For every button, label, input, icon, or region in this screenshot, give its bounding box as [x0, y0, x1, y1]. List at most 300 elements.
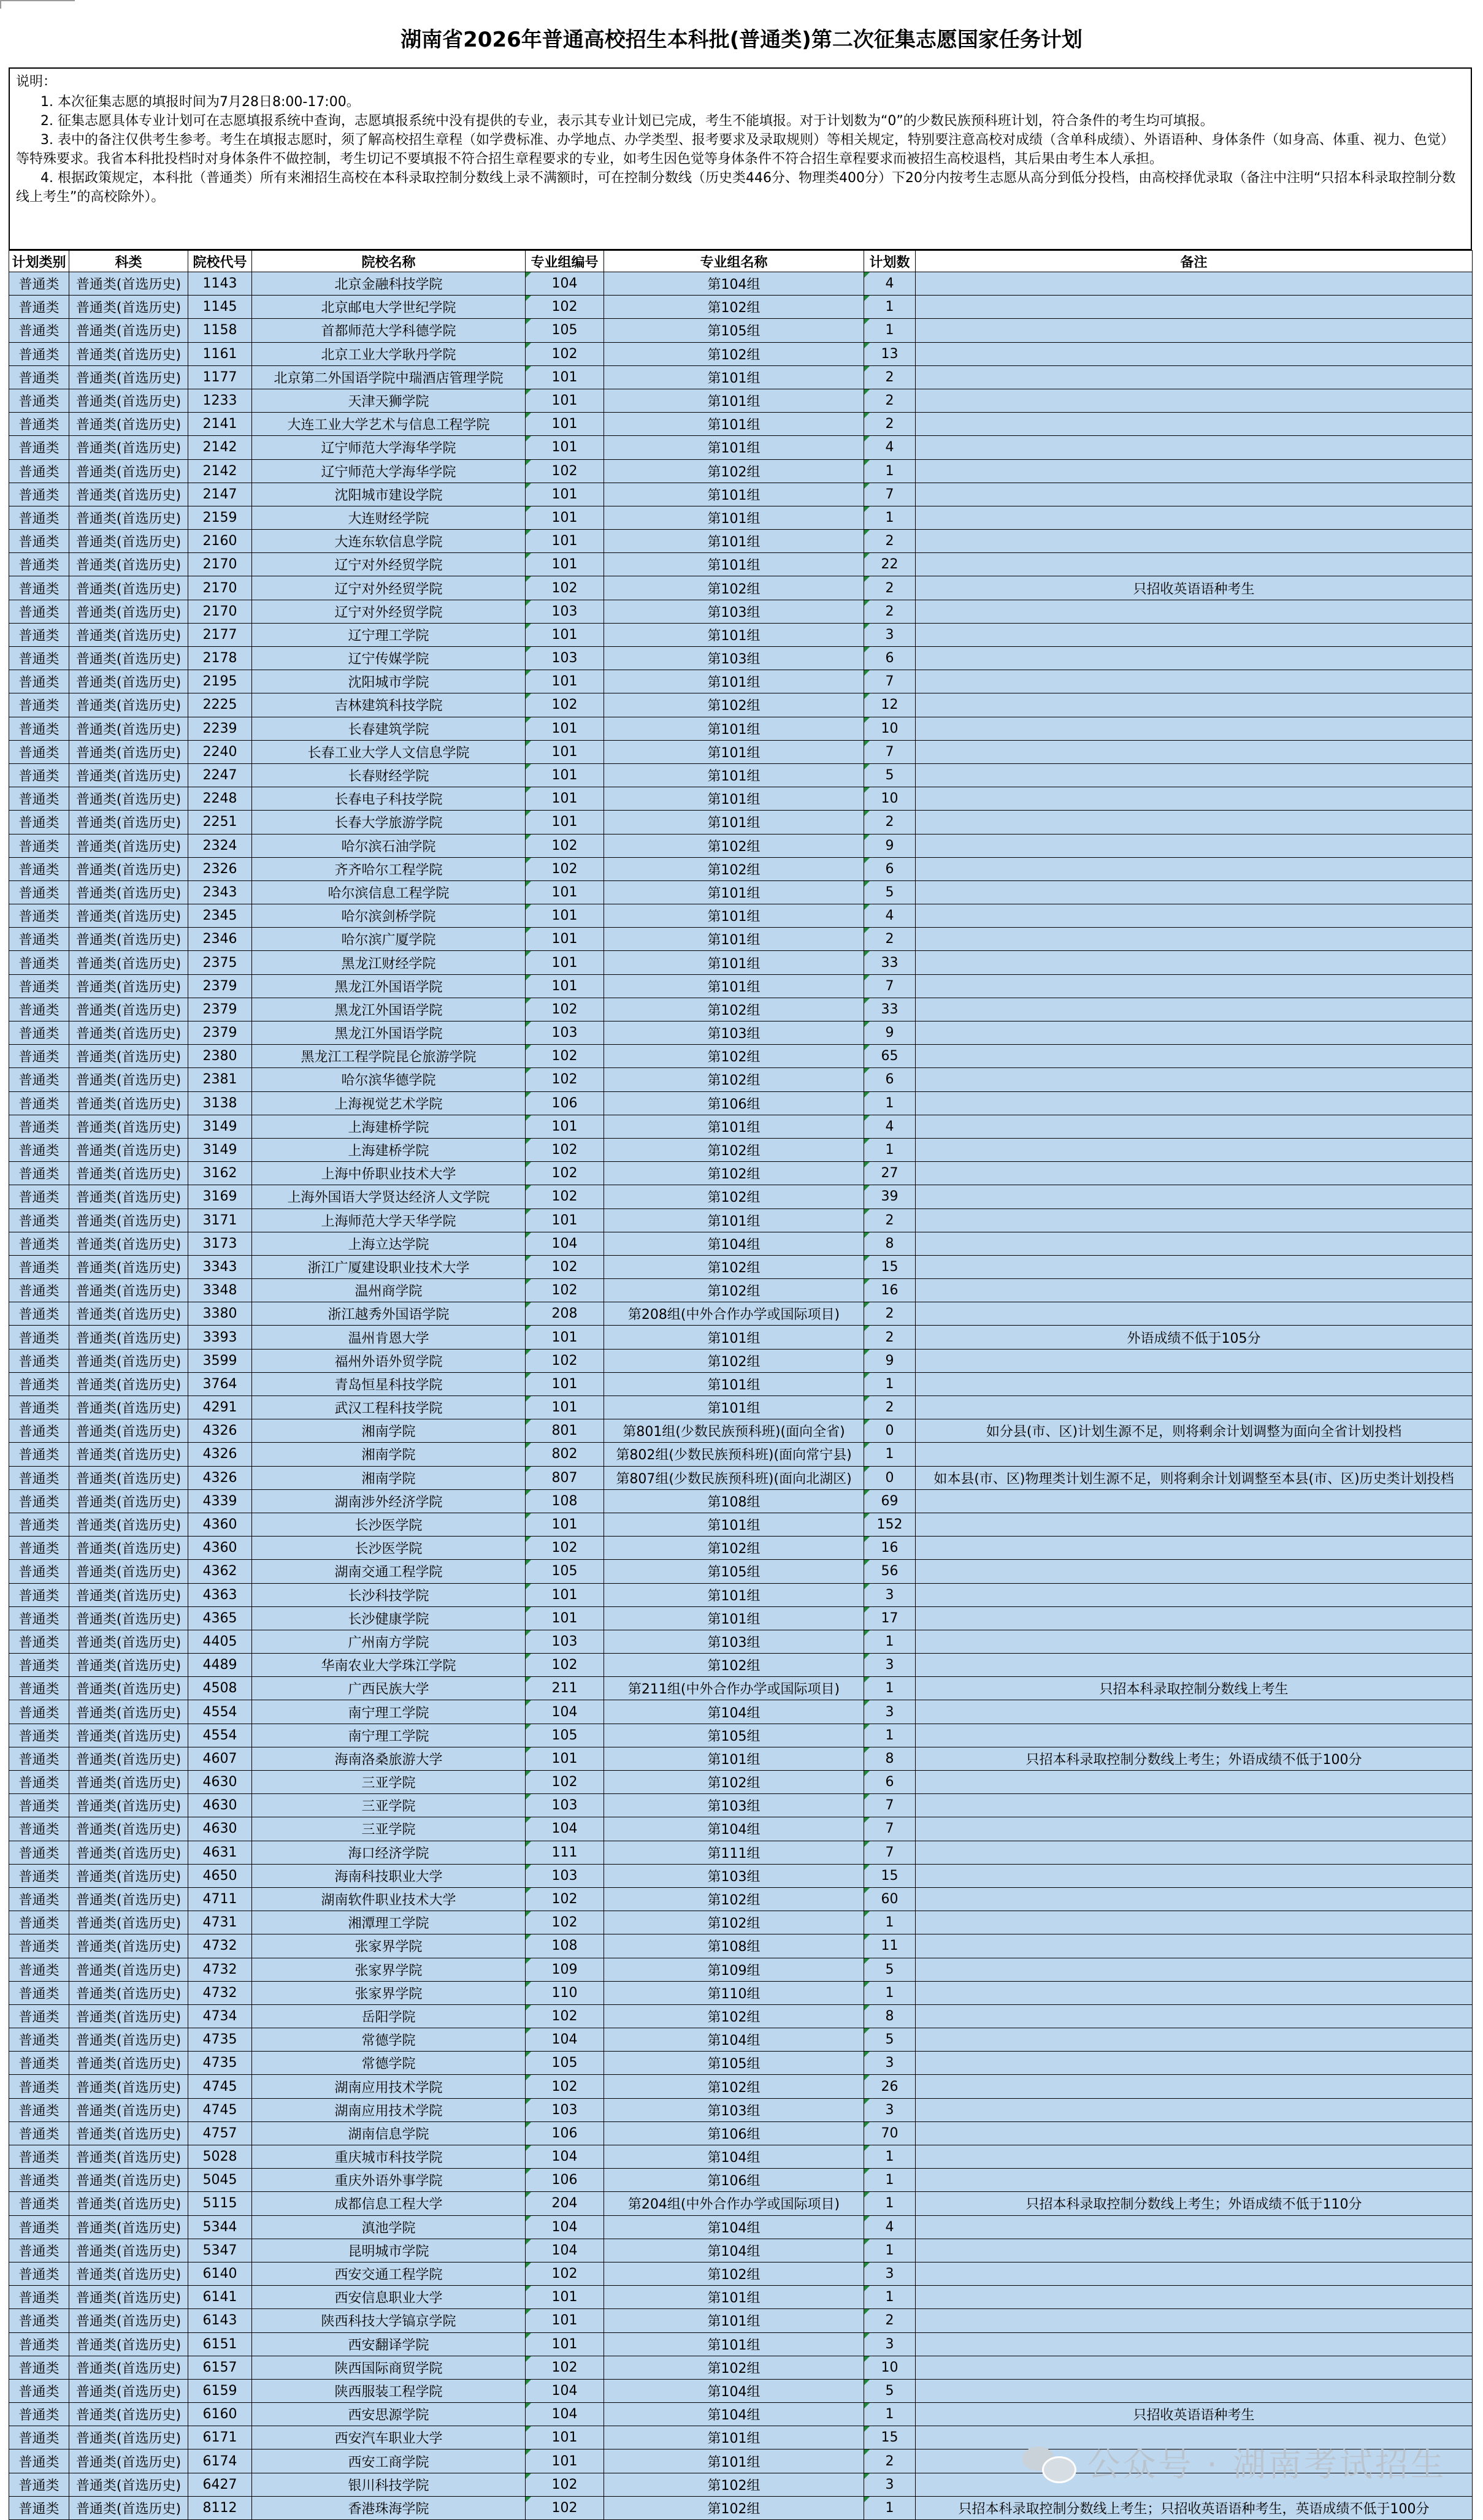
cell-school-name: 西安工商学院	[252, 2449, 526, 2473]
cell-plan-count: 3	[864, 1583, 916, 1606]
cell-group-code: 103	[526, 1630, 604, 1653]
cell-group-code: 106	[526, 1091, 604, 1115]
cell-remarks	[916, 2145, 1473, 2169]
cell-plan-count: 2	[864, 1302, 916, 1326]
cell-school-name: 南宁理工学院	[252, 1724, 526, 1747]
cell-category: 普通类(首选历史)	[69, 342, 188, 365]
cell-group-name: 第102组	[604, 1185, 864, 1208]
cell-school-code: 2178	[188, 647, 252, 670]
cell-plan-count: 22	[864, 553, 916, 576]
cell-school-code: 3173	[188, 1232, 252, 1255]
cell-plan-type: 普通类	[9, 1208, 69, 1232]
cell-group-name: 第101组	[604, 553, 864, 576]
cell-plan-count: 3	[864, 2098, 916, 2121]
cell-category: 普通类(首选历史)	[69, 506, 188, 529]
cell-remarks	[916, 1045, 1473, 1068]
cell-school-code: 2247	[188, 763, 252, 787]
cell-plan-count: 4	[864, 2215, 916, 2239]
cell-plan-count: 1	[864, 319, 916, 342]
cell-category: 普通类(首选历史)	[69, 2121, 188, 2145]
cell-school-name: 湖南信息学院	[252, 2121, 526, 2145]
cell-remarks: 只招本科录取控制分数线上考生；外语成绩不低于100分	[916, 1747, 1473, 1770]
cell-plan-type: 普通类	[9, 1864, 69, 1887]
cell-school-name: 首都师范大学科德学院	[252, 319, 526, 342]
cell-group-name: 第106组	[604, 1091, 864, 1115]
cell-group-name: 第101组	[604, 1326, 864, 1349]
cell-school-code: 3764	[188, 1372, 252, 1396]
cell-plan-count: 4	[864, 904, 916, 928]
cell-plan-count: 3	[864, 2052, 916, 2075]
cell-category: 普通类(首选历史)	[69, 670, 188, 693]
cell-plan-count: 33	[864, 951, 916, 974]
cell-remarks	[916, 2052, 1473, 2075]
cell-group-code: 106	[526, 2121, 604, 2145]
cell-plan-count: 70	[864, 2121, 916, 2145]
cell-remarks	[916, 2239, 1473, 2262]
table-row	[9, 951, 1473, 974]
cell-category: 普通类(首选历史)	[69, 1771, 188, 1794]
cell-plan-count: 1	[864, 1443, 916, 1466]
cell-school-name: 三亚学院	[252, 1771, 526, 1794]
cell-category: 普通类(首选历史)	[69, 2028, 188, 2052]
table-row	[9, 1162, 1473, 1185]
cell-remarks: 只招收英语语种考生	[916, 576, 1473, 600]
table-row	[9, 1513, 1473, 1536]
cell-plan-count: 8	[864, 1747, 916, 1770]
cell-category: 普通类(首选历史)	[69, 2239, 188, 2262]
cell-category: 普通类(首选历史)	[69, 2052, 188, 2075]
cell-school-name: 银川科技学院	[252, 2473, 526, 2496]
cell-plan-type: 普通类	[9, 998, 69, 1021]
cell-remarks	[916, 1817, 1473, 1841]
cell-plan-count: 5	[864, 763, 916, 787]
cell-group-code: 101	[526, 2426, 604, 2449]
note-item-4: 4. 根据政策规定，本科批（普通类）所有来湘招生高校在本科录取控制分数线上录不满额时，可在控制分数线（历史类446分、物理类400分）下20分内按考生志愿从高分到低分投档，由高校择优录取（备注中注明“只招本科录取控制分数线上考生”的高校除外）。	[16, 170, 1456, 205]
cell-school-name: 华南农业大学珠江学院	[252, 1654, 526, 1677]
cell-plan-count: 4	[864, 272, 916, 296]
cell-category: 普通类(首选历史)	[69, 880, 188, 904]
table-row	[9, 1864, 1473, 1887]
cell-school-code: 2251	[188, 811, 252, 834]
cell-group-name: 第101组	[604, 365, 864, 389]
cell-category: 普通类(首选历史)	[69, 1537, 188, 1560]
cell-plan-type: 普通类	[9, 2169, 69, 2192]
cell-remarks	[916, 1560, 1473, 1583]
table-row	[9, 880, 1473, 904]
cell-remarks	[916, 342, 1473, 365]
cell-school-code: 6143	[188, 2309, 252, 2332]
cell-plan-count: 5	[864, 2379, 916, 2402]
cell-category: 普通类(首选历史)	[69, 1255, 188, 1278]
cell-group-code: 101	[526, 389, 604, 412]
table-row	[9, 1021, 1473, 1045]
cell-plan-type: 普通类	[9, 1677, 69, 1700]
cell-group-code: 101	[526, 413, 604, 436]
cell-school-code: 3599	[188, 1349, 252, 1372]
cell-group-code: 101	[526, 2309, 604, 2332]
cell-plan-count: 3	[864, 623, 916, 646]
cell-school-name: 滇池学院	[252, 2215, 526, 2239]
cell-school-code: 2170	[188, 600, 252, 623]
cell-category: 普通类(首选历史)	[69, 2145, 188, 2169]
cell-category: 普通类(首选历史)	[69, 319, 188, 342]
cell-category: 普通类(首选历史)	[69, 974, 188, 998]
table-row	[9, 1700, 1473, 1724]
cell-category: 普通类(首选历史)	[69, 1021, 188, 1045]
cell-group-code: 105	[526, 1724, 604, 1747]
cell-school-name: 长春建筑学院	[252, 717, 526, 740]
cell-group-code: 102	[526, 1537, 604, 1560]
cell-group-name: 第104组	[604, 1817, 864, 1841]
cell-plan-type: 普通类	[9, 436, 69, 459]
cell-remarks	[916, 1091, 1473, 1115]
watermark	[1022, 2437, 1447, 2486]
cell-group-code: 101	[526, 1583, 604, 1606]
cell-school-code: 4405	[188, 1630, 252, 1653]
cell-plan-type: 普通类	[9, 834, 69, 857]
cell-group-name: 第101组	[604, 436, 864, 459]
cell-plan-type: 普通类	[9, 1045, 69, 1068]
cell-school-code: 2240	[188, 740, 252, 763]
cell-group-name: 第106组	[604, 2169, 864, 2192]
cell-group-name: 第101组	[604, 2426, 864, 2449]
cell-plan-count: 1	[864, 1911, 916, 1934]
cell-school-name: 长春电子科技学院	[252, 787, 526, 811]
cell-remarks: 如分县(市、区)计划生源不足，则将剩余计划调整为面向全省计划投档	[916, 1419, 1473, 1443]
cell-plan-count: 1	[864, 1630, 916, 1653]
cell-plan-type: 普通类	[9, 1747, 69, 1770]
cell-remarks	[916, 553, 1473, 576]
cell-category: 普通类(首选历史)	[69, 1302, 188, 1326]
table-row	[9, 1934, 1473, 1958]
cell-school-name: 上海视觉艺术学院	[252, 1091, 526, 1115]
cell-school-name: 大连东软信息学院	[252, 530, 526, 553]
cell-school-code: 2346	[188, 928, 252, 951]
cell-school-name: 重庆城市科技学院	[252, 2145, 526, 2169]
cell-school-name: 上海外国语大学贤达经济人文学院	[252, 1185, 526, 1208]
cell-remarks	[916, 834, 1473, 857]
cell-plan-type: 普通类	[9, 576, 69, 600]
cell-school-name: 长春财经学院	[252, 763, 526, 787]
cell-group-name: 第104组	[604, 2379, 864, 2402]
table-row	[9, 413, 1473, 436]
cell-plan-type: 普通类	[9, 974, 69, 998]
cell-plan-type: 普通类	[9, 1934, 69, 1958]
cell-school-name: 武汉工程科技学院	[252, 1396, 526, 1419]
table-row	[9, 1981, 1473, 2004]
cell-group-name: 第101组	[604, 740, 864, 763]
cell-school-code: 4363	[188, 1583, 252, 1606]
cell-group-name: 第105组	[604, 1724, 864, 1747]
cell-group-name: 第102组	[604, 1771, 864, 1794]
cell-school-code: 4630	[188, 1771, 252, 1794]
cell-school-code: 2379	[188, 998, 252, 1021]
table-row	[9, 1911, 1473, 1934]
table-body	[9, 272, 1473, 2520]
cell-group-code: 105	[526, 2052, 604, 2075]
cell-group-name: 第106组	[604, 2121, 864, 2145]
cell-category: 普通类(首选历史)	[69, 1091, 188, 1115]
cell-remarks	[916, 1115, 1473, 1138]
cell-school-code: 2159	[188, 506, 252, 529]
cell-remarks	[916, 2286, 1473, 2309]
cell-school-code: 5045	[188, 2169, 252, 2192]
cell-plan-count: 1	[864, 459, 916, 483]
cell-group-name: 第101组	[604, 1208, 864, 1232]
cell-group-name: 第204组(中外合作办学或国际项目)	[604, 2192, 864, 2215]
cell-remarks	[916, 2075, 1473, 2098]
cell-group-name: 第104组	[604, 2145, 864, 2169]
cell-plan-count: 6	[864, 857, 916, 880]
cell-plan-count: 1	[864, 2192, 916, 2215]
table-row	[9, 1045, 1473, 1068]
cell-group-name: 第102组	[604, 1068, 864, 1091]
table-row	[9, 1208, 1473, 1232]
cell-school-name: 湘南学院	[252, 1443, 526, 1466]
cell-remarks	[916, 1887, 1473, 1911]
cell-group-name: 第101组	[604, 483, 864, 506]
cell-group-code: 101	[526, 2286, 604, 2309]
cell-group-code: 101	[526, 1372, 604, 1396]
cell-school-name: 辽宁对外经贸学院	[252, 600, 526, 623]
cell-plan-type: 普通类	[9, 2332, 69, 2356]
cell-remarks	[916, 1443, 1473, 1466]
cell-remarks	[916, 506, 1473, 529]
cell-school-name: 长沙科技学院	[252, 1583, 526, 1606]
cell-group-name: 第110组	[604, 1981, 864, 2004]
cell-group-code: 102	[526, 1185, 604, 1208]
cell-group-name: 第101组	[604, 951, 864, 974]
cell-school-name: 沈阳城市建设学院	[252, 483, 526, 506]
cell-category: 普通类(首选历史)	[69, 296, 188, 319]
cell-plan-count: 2	[864, 530, 916, 553]
cell-plan-count: 2	[864, 600, 916, 623]
table-row	[9, 2052, 1473, 2075]
cell-plan-count: 33	[864, 998, 916, 1021]
cell-group-name: 第102组	[604, 834, 864, 857]
cell-school-name: 哈尔滨广厦学院	[252, 928, 526, 951]
cell-group-code: 104	[526, 2403, 604, 2426]
cell-group-code: 102	[526, 1887, 604, 1911]
cell-remarks	[916, 1841, 1473, 1864]
cell-school-name: 辽宁师范大学海华学院	[252, 436, 526, 459]
cell-plan-type: 普通类	[9, 2215, 69, 2239]
cell-plan-count: 2	[864, 413, 916, 436]
table-row	[9, 647, 1473, 670]
cell-group-name: 第102组	[604, 1279, 864, 1302]
cell-group-name: 第101组	[604, 928, 864, 951]
cell-plan-type: 普通类	[9, 2309, 69, 2332]
cell-plan-type: 普通类	[9, 2356, 69, 2379]
table-row	[9, 553, 1473, 576]
cell-school-name: 浙江越秀外国语学院	[252, 1302, 526, 1326]
cell-school-name: 辽宁理工学院	[252, 623, 526, 646]
cell-remarks	[916, 974, 1473, 998]
cell-category: 普通类(首选历史)	[69, 436, 188, 459]
cell-school-name: 大连财经学院	[252, 506, 526, 529]
cell-school-name: 南宁理工学院	[252, 1700, 526, 1724]
cell-group-code: 102	[526, 459, 604, 483]
cell-school-name: 北京第二外国语学院中瑞酒店管理学院	[252, 365, 526, 389]
cell-group-code: 104	[526, 272, 604, 296]
cell-remarks	[916, 1138, 1473, 1161]
cell-group-name: 第807组(少数民族预科班)(面向北湖区)	[604, 1466, 864, 1489]
cell-group-name: 第101组	[604, 811, 864, 834]
cell-school-name: 长沙医学院	[252, 1537, 526, 1560]
cell-category: 普通类(首选历史)	[69, 365, 188, 389]
cell-plan-type: 普通类	[9, 600, 69, 623]
cell-remarks	[916, 1396, 1473, 1419]
cell-school-code: 4734	[188, 2004, 252, 2028]
cell-plan-type: 普通类	[9, 1654, 69, 1677]
cell-plan-type: 普通类	[9, 2145, 69, 2169]
cell-category: 普通类(首选历史)	[69, 1466, 188, 1489]
cell-group-code: 102	[526, 1654, 604, 1677]
cell-group-code: 101	[526, 365, 604, 389]
cell-group-code: 103	[526, 647, 604, 670]
cell-plan-type: 普通类	[9, 553, 69, 576]
table-row	[9, 2379, 1473, 2402]
cell-group-code: 208	[526, 1302, 604, 1326]
cell-remarks	[916, 600, 1473, 623]
cell-remarks	[916, 1068, 1473, 1091]
cell-plan-type: 普通类	[9, 1606, 69, 1630]
cell-plan-type: 普通类	[9, 2075, 69, 2098]
cell-plan-count: 7	[864, 1841, 916, 1864]
cell-group-code: 101	[526, 951, 604, 974]
cell-group-code: 104	[526, 1817, 604, 1841]
cell-group-name: 第102组	[604, 1138, 864, 1161]
cell-category: 普通类(首选历史)	[69, 1794, 188, 1817]
cell-category: 普通类(首选历史)	[69, 272, 188, 296]
cell-school-name: 西安思源学院	[252, 2403, 526, 2426]
cell-category: 普通类(首选历史)	[69, 904, 188, 928]
cell-school-name: 辽宁对外经贸学院	[252, 576, 526, 600]
table-row	[9, 1466, 1473, 1489]
cell-category: 普通类(首选历史)	[69, 600, 188, 623]
cell-remarks: 外语成绩不低于105分	[916, 1326, 1473, 1349]
cell-school-code: 3171	[188, 1208, 252, 1232]
table-row	[9, 1068, 1473, 1091]
cell-group-code: 101	[526, 623, 604, 646]
cell-plan-type: 普通类	[9, 1115, 69, 1138]
cell-school-code: 3393	[188, 1326, 252, 1349]
cell-group-code: 101	[526, 483, 604, 506]
cell-school-code: 5115	[188, 2192, 252, 2215]
table-row	[9, 600, 1473, 623]
cell-group-name: 第101组	[604, 2309, 864, 2332]
cell-school-name: 大连工业大学艺术与信息工程学院	[252, 413, 526, 436]
cell-remarks	[916, 2356, 1473, 2379]
cell-category: 普通类(首选历史)	[69, 928, 188, 951]
cell-category: 普通类(首选历史)	[69, 1817, 188, 1841]
cell-group-code: 108	[526, 1489, 604, 1513]
cell-group-code: 101	[526, 1513, 604, 1536]
cell-plan-count: 2	[864, 1326, 916, 1349]
cell-category: 普通类(首选历史)	[69, 1115, 188, 1138]
cell-school-code: 2380	[188, 1045, 252, 1068]
cell-school-code: 6171	[188, 2426, 252, 2449]
cell-category: 普通类(首选历史)	[69, 1349, 188, 1372]
cell-remarks	[916, 693, 1473, 717]
cell-school-name: 福州外语外贸学院	[252, 1349, 526, 1372]
cell-school-name: 昆明城市学院	[252, 2239, 526, 2262]
cell-category: 普通类(首选历史)	[69, 1654, 188, 1677]
cell-plan-count: 7	[864, 483, 916, 506]
cell-group-code: 109	[526, 1958, 604, 1981]
cell-remarks	[916, 951, 1473, 974]
cell-school-name: 辽宁传媒学院	[252, 647, 526, 670]
cell-group-name: 第101组	[604, 787, 864, 811]
cell-school-name: 陕西服装工程学院	[252, 2379, 526, 2402]
cell-remarks	[916, 1583, 1473, 1606]
cell-group-code: 102	[526, 998, 604, 1021]
cell-school-code: 4735	[188, 2028, 252, 2052]
cell-school-code: 4757	[188, 2121, 252, 2145]
cell-plan-type: 普通类	[9, 2004, 69, 2028]
cell-group-name: 第101组	[604, 1396, 864, 1419]
cell-school-name: 北京工业大学耿丹学院	[252, 342, 526, 365]
cell-school-code: 4711	[188, 1887, 252, 1911]
cell-category: 普通类(首选历史)	[69, 1981, 188, 2004]
cell-category: 普通类(首选历史)	[69, 2262, 188, 2285]
cell-plan-type: 普通类	[9, 857, 69, 880]
cell-remarks	[916, 928, 1473, 951]
cell-remarks	[916, 413, 1473, 436]
cell-school-code: 3348	[188, 1279, 252, 1302]
cell-school-name: 岳阳学院	[252, 2004, 526, 2028]
cell-group-code: 104	[526, 2379, 604, 2402]
cell-plan-count: 1	[864, 2239, 916, 2262]
cell-school-code: 4326	[188, 1443, 252, 1466]
cell-category: 普通类(首选历史)	[69, 2496, 188, 2519]
cell-plan-type: 普通类	[9, 1279, 69, 1302]
cell-group-name: 第101组	[604, 763, 864, 787]
cell-plan-count: 0	[864, 1419, 916, 1443]
cell-plan-type: 普通类	[9, 2239, 69, 2262]
cell-plan-count: 60	[864, 1887, 916, 1911]
cell-school-name: 哈尔滨剑桥学院	[252, 904, 526, 928]
cell-school-name: 北京金融科技学院	[252, 272, 526, 296]
cell-school-name: 哈尔滨信息工程学院	[252, 880, 526, 904]
cell-remarks	[916, 1958, 1473, 1981]
cell-group-name: 第104组	[604, 272, 864, 296]
cell-school-code: 6140	[188, 2262, 252, 2285]
cell-school-code: 2225	[188, 693, 252, 717]
cell-school-name: 黑龙江外国语学院	[252, 998, 526, 1021]
col-header-school-code: 院校代号	[188, 251, 252, 272]
cell-school-code: 2170	[188, 553, 252, 576]
cell-group-name: 第102组	[604, 1887, 864, 1911]
cell-remarks	[916, 2121, 1473, 2145]
cell-school-code: 4732	[188, 1958, 252, 1981]
table-row	[9, 2215, 1473, 2239]
table-row	[9, 1372, 1473, 1396]
cell-group-code: 103	[526, 1021, 604, 1045]
cell-plan-count: 3	[864, 2332, 916, 2356]
cell-plan-count: 2	[864, 365, 916, 389]
cell-remarks	[916, 1934, 1473, 1958]
cell-school-name: 辽宁师范大学海华学院	[252, 459, 526, 483]
cell-plan-type: 普通类	[9, 1771, 69, 1794]
cell-group-code: 105	[526, 319, 604, 342]
cell-school-name: 北京邮电大学世纪学院	[252, 296, 526, 319]
cell-group-name: 第102组	[604, 2473, 864, 2496]
cell-plan-type: 普通类	[9, 1068, 69, 1091]
cell-plan-count: 1	[864, 296, 916, 319]
cell-category: 普通类(首选历史)	[69, 1911, 188, 1934]
cell-remarks	[916, 904, 1473, 928]
